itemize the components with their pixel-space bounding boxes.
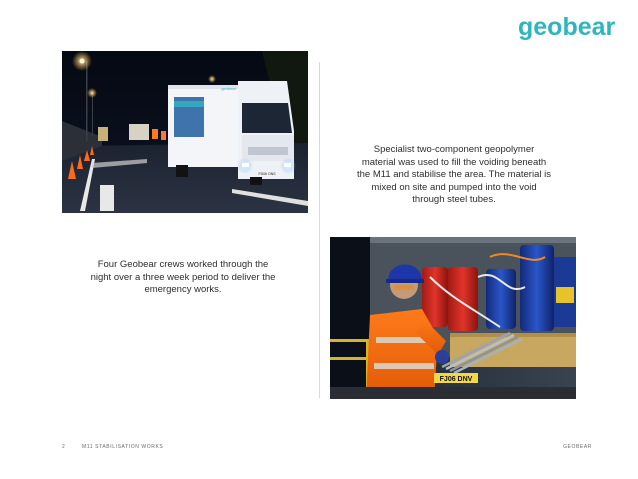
geobear-logo — [518, 14, 626, 44]
column-divider — [319, 62, 320, 398]
night-roadworks-photo — [62, 51, 308, 213]
footer-title: M11 STABILISATION WORKS — [82, 444, 164, 450]
footer-brand: GEOBEAR — [563, 444, 592, 450]
truck-logo-text: geobear — [221, 86, 236, 91]
logo-wordmark: geobear — [518, 14, 616, 41]
caption-crews: Four Geobear crews worked through the night over a three week period to deliver the emergency works. — [90, 259, 276, 295]
page-number: 2 — [62, 444, 66, 450]
worker-plate: FJ06 DNV — [439, 376, 473, 383]
truck-plate: FD06 ONS — [258, 172, 276, 176]
caption-geopolymer: Specialist two-component geopolymer material was used to fill the voiding beneath the M11 and stabilise the area. The material is mixed on site and pumped into the void through steel tubes. — [357, 144, 551, 205]
worker-geopolymer-photo — [330, 237, 576, 399]
